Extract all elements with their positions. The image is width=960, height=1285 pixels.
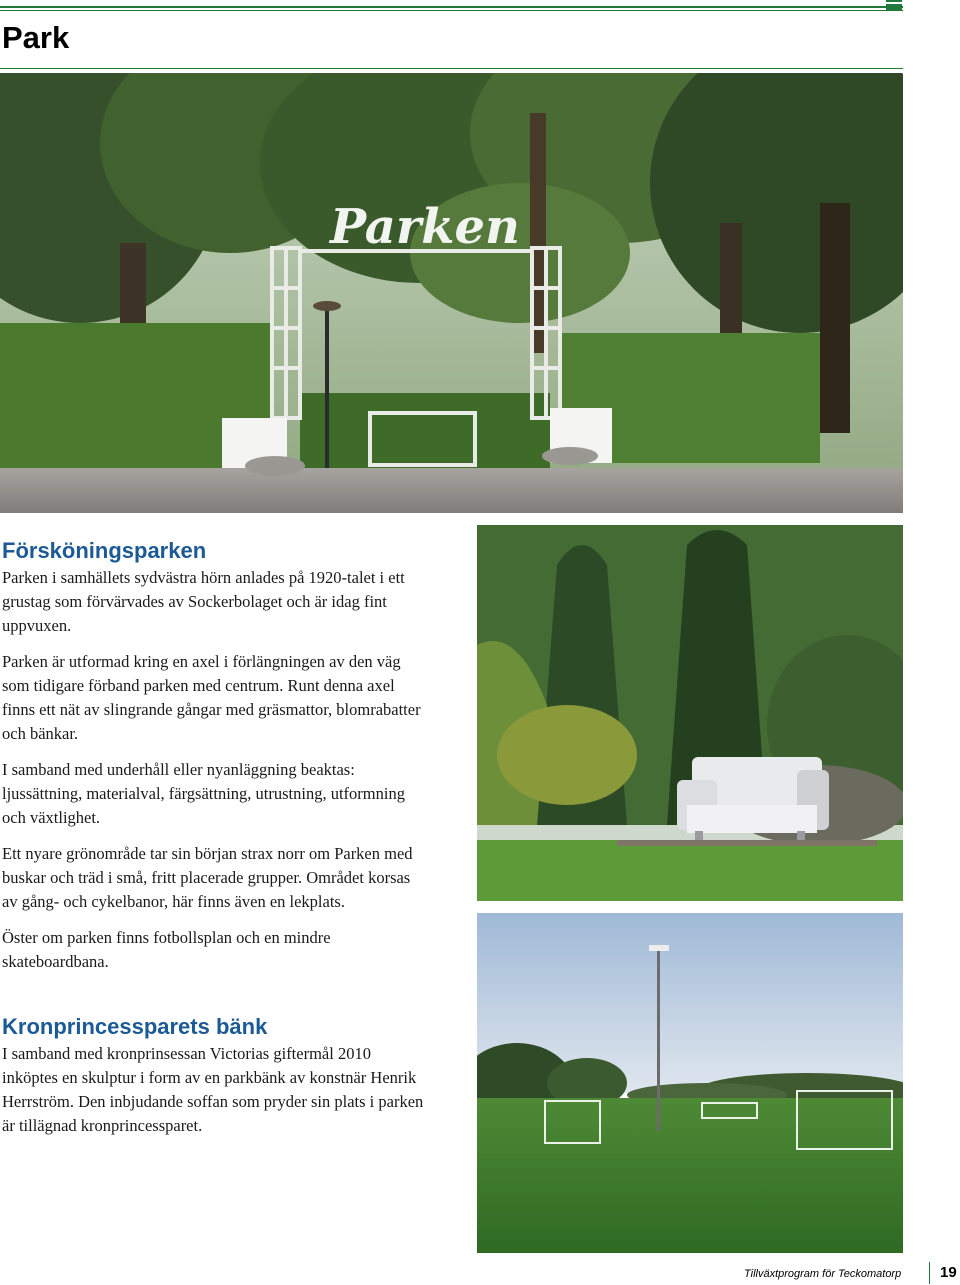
header-rule <box>0 6 903 8</box>
section-heading: Kronprincessparets bänk <box>2 1014 268 1039</box>
page-title: Park <box>2 20 70 55</box>
footer-rule <box>929 1262 930 1284</box>
section-paragraph: Parken är utformad kring en axel i förlängningen av den väg som tidigare förband parken med centrum. Runt denna axel finns ett nät av slingrande gångar med gräsmattor, blomrabatter och bänkar. <box>2 652 421 743</box>
header-rule-thin <box>0 10 903 11</box>
section-paragraph: I samband med kronprinsessan Victorias giftermål 2010 inköptes en skulptur i form av en parkbänk av konstnär Henrik Herrström. Den inbjudande soffan som pryder sin plats i parken är tillägnad kronprincessparet. <box>2 1044 424 1135</box>
page-number: 19 <box>940 1264 957 1281</box>
section-paragraph: Öster om parken finns fotbollsplan och en mindre skateboardbana. <box>2 928 331 971</box>
footer-text: Tillväxtprogram för Teckomatorp <box>744 1268 902 1280</box>
section-heading: Försköningsparken <box>2 538 207 563</box>
sofa-sculpture <box>677 757 829 845</box>
sofa-sculpture-photo <box>477 525 903 901</box>
section-forskoningsparken <box>2 536 427 986</box>
park-entrance-photo <box>0 73 903 513</box>
header-corner-mark <box>886 0 902 12</box>
section-paragraph: Ett nyare grönområde tar sin början strax norr om Parken med buskar och träd i små, fritt placerade grupper. Området korsas av gång- och cykelbanor, här finns även en lekplats. <box>2 844 413 911</box>
park-sign-text: Parken <box>330 199 520 255</box>
section-kronprincessparets-bank <box>2 1012 427 1150</box>
title-rule <box>0 68 903 69</box>
section-paragraph: Parken i samhällets sydvästra hörn anlades på 1920-talet i ett grustag som förvärvades av Sockerbolaget och är idag fint uppvuxen. <box>2 568 405 635</box>
football-field-photo <box>477 913 903 1253</box>
section-paragraph: I samband med underhåll eller nyanläggning beaktas: ljussättning, materialval, färgsättning, utrustning, utformning och växtlighet. <box>2 760 405 827</box>
